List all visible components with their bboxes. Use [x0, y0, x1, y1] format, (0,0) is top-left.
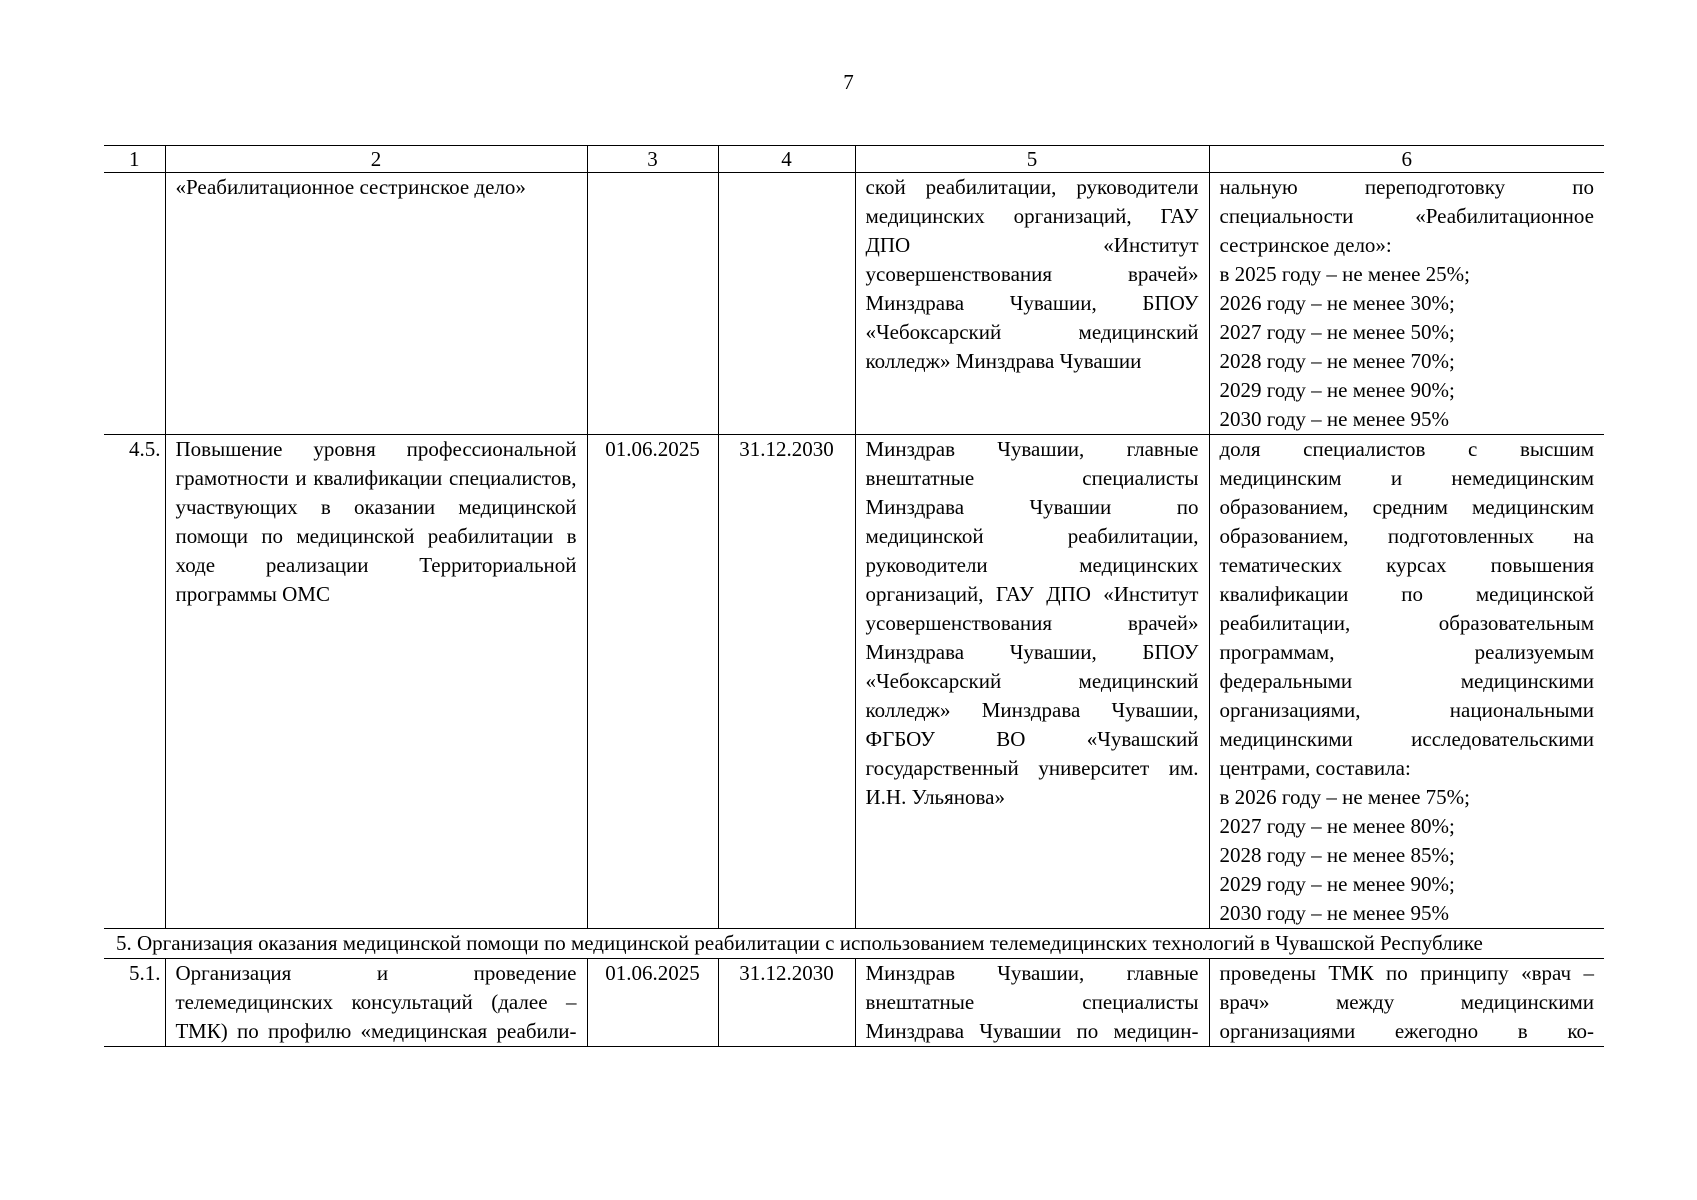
- result-line: 2029 году – не менее 90%;: [1219, 872, 1455, 896]
- measure-name: «Реабилитационное сестринское дело»: [165, 173, 587, 435]
- result-line: 2026 году – не менее 30%;: [1219, 291, 1455, 315]
- executors: ской реабилитации, руководители медицинских организаций, ГАУ ДПО «Институт усовершенствования врачей» Минздрава Чувашии, БПОУ «Чебоксарский медицинский колледж» Минздрава Чувашии: [855, 173, 1209, 435]
- row-number: [104, 173, 165, 435]
- column-header: 6: [1209, 146, 1604, 173]
- section-title: 5. Организация оказания медицинской помощи по медицинской реабилитации с использованием телемедицинских технологий в Чувашской Республике: [104, 929, 1604, 959]
- start-date: 01.06.2025: [587, 435, 718, 929]
- result-line: 2027 году – не менее 50%;: [1219, 320, 1455, 344]
- end-date: 31.12.2030: [718, 959, 855, 1047]
- result-line: в 2026 году – не менее 75%;: [1219, 785, 1470, 809]
- end-date: 31.12.2030: [718, 435, 855, 929]
- column-header: 3: [587, 146, 718, 173]
- table-row: [104, 173, 1604, 435]
- column-header: 5: [855, 146, 1209, 173]
- result-intro: доля специалистов с высшим медицинским и немедицинским образованием, средним медицинским образованием, подготовленных на тематических курсах повышения квалификации по медицинской реабилитации, образовательным программам, реализуемым федеральными медицинскими организациями, национальными медицинскими исследовательскими центрами, составила:: [1219, 437, 1594, 780]
- measure-name: Организация и проведение телемедицинских консультаций (далее – ТМК) по профилю «медицинская реабили-: [165, 959, 587, 1047]
- column-header: 1: [104, 146, 165, 173]
- executors: Минздрав Чувашии, главные внештатные специалисты Минздрава Чувашии по медицинской реабилитации, руководители медицинских организаций, ГАУ ДПО «Институт усовершенствования врачей» Минздрава Чувашии, БПОУ «Чебоксарский медицинский колледж» Минздрава Чувашии, ФГБОУ ВО «Чувашский государственный университет им. И.Н. Ульянова»: [855, 435, 1209, 929]
- result-line: 2030 году – не менее 95%: [1219, 407, 1449, 431]
- executors: Минздрав Чувашии, главные внештатные специалисты Минздрава Чувашии по медицин-: [855, 959, 1209, 1047]
- table-header-row: [104, 146, 1604, 173]
- row-number: 5.1.: [104, 959, 165, 1047]
- row-number: 4.5.: [104, 435, 165, 929]
- start-date: 01.06.2025: [587, 959, 718, 1047]
- result-line: 2028 году – не менее 85%;: [1219, 843, 1455, 867]
- result-cell: проведены ТМК по принципу «врач – врач» между медицинскими организациями ежегодно в ко-: [1209, 959, 1604, 1047]
- column-header: 4: [718, 146, 855, 173]
- page-number: 7: [843, 70, 854, 94]
- section-heading-row: [104, 929, 1604, 959]
- result-intro: нальную переподготовку по специальности «Реабилитационное сестринское дело»:: [1219, 175, 1594, 257]
- result-line: 2029 году – не менее 90%;: [1219, 378, 1455, 402]
- table-row: [104, 435, 1604, 929]
- end-date: [718, 173, 855, 435]
- measures-table: [104, 145, 1604, 1047]
- result-cell: [1209, 435, 1604, 929]
- result-line: 2027 году – не менее 80%;: [1219, 814, 1455, 838]
- table-row: [104, 959, 1604, 1047]
- result-line: 2028 году – не менее 70%;: [1219, 349, 1455, 373]
- column-header: 2: [165, 146, 587, 173]
- result-line: в 2025 году – не менее 25%;: [1219, 262, 1470, 286]
- result-cell: [1209, 173, 1604, 435]
- result-line: 2030 году – не менее 95%: [1219, 901, 1449, 925]
- measure-name: Повышение уровня профессиональной грамотности и квалификации специалистов, участвующих в оказании медицинской помощи по медицинской реабилитации в ходе реализации Территориальной программы ОМС: [165, 435, 587, 929]
- start-date: [587, 173, 718, 435]
